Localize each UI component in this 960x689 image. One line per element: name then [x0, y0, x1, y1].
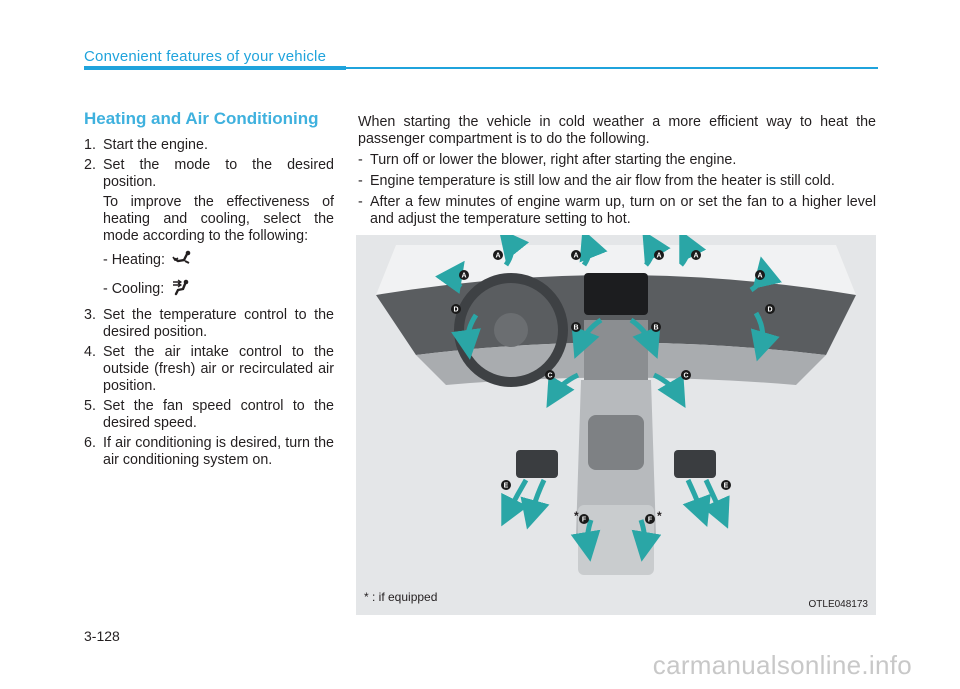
vent-badge-label: E — [503, 482, 509, 490]
infotainment-screen — [584, 273, 648, 315]
vent-badge-label: B — [573, 324, 579, 332]
step-text: Set the air intake control to the outside (fresh) air or recirculated air position. — [103, 344, 334, 394]
vent-badge-label: A — [495, 252, 501, 260]
vent-badge-d — [451, 304, 461, 314]
vent-badge-label: B — [653, 324, 659, 332]
bullet-2: - Engine temperature is still low and the air flow from the heater is still cold. — [358, 173, 835, 189]
vent-badge-label: D — [767, 306, 773, 314]
header-rule-thick — [84, 66, 346, 70]
rear-vent-right — [674, 450, 716, 478]
section-header: Convenient features of your vehicle — [84, 48, 327, 65]
vent-badge-b — [571, 322, 581, 332]
right-column — [358, 114, 876, 232]
section-title: Heating and Air Conditioning — [84, 109, 319, 128]
bullet-text: After a few minutes of engine warm up, turn on or set the fan to a higher level and adjust the temperature setting to hot. — [370, 194, 876, 227]
cooling-label: - Cooling: — [103, 281, 165, 297]
bullet-text: Turn off or lower the blower, right after starting the engine. — [370, 152, 737, 168]
footnote-if-equipped: * : if equipped — [364, 590, 438, 604]
vent-badge-label: A — [693, 252, 699, 260]
bullet-text: Engine temperature is still low and the air flow from the heater is still cold. — [370, 173, 835, 189]
step-number: 6. — [84, 435, 96, 451]
figure-code: OTLE048173 — [808, 599, 868, 610]
asterisk-mark-right: * — [657, 509, 662, 523]
step-text: Set the fan speed control to the desired speed. — [103, 398, 334, 431]
vent-badge-label: A — [757, 272, 763, 280]
vent-badge-b — [651, 322, 661, 332]
vent-badge-a — [755, 270, 765, 280]
bullet-1: - Turn off or lower the blower, right after starting the engine. — [358, 152, 737, 168]
vent-badge-c — [681, 370, 691, 380]
vent-badge-c — [545, 370, 555, 380]
vent-badge-e — [721, 480, 731, 490]
cooling-mode — [84, 278, 334, 301]
left-column — [84, 110, 334, 472]
bullet-3: - After a few minutes of engine warm up, turn on or set the fan to a higher level and adjust the temperature setting to hot. — [358, 194, 876, 227]
step-number: 4. — [84, 344, 96, 360]
vent-badge-d — [765, 304, 775, 314]
rear-vent-left — [516, 450, 558, 478]
step-1 — [84, 137, 334, 154]
step-2 — [84, 157, 334, 191]
improve-paragraph: To improve the effectiveness of heating and cooling, select the mode according to the following: — [103, 194, 334, 244]
vent-badge-label: A — [573, 252, 579, 260]
page-number: 3-128 — [84, 628, 120, 644]
step-number: 2. — [84, 157, 96, 173]
vent-badge-label: F — [647, 516, 653, 524]
step-number: 5. — [84, 398, 96, 414]
vent-badge-f — [645, 514, 655, 524]
step-number: 3. — [84, 307, 96, 323]
vent-badge-a — [654, 250, 664, 260]
step-number: 1. — [84, 137, 96, 153]
intro-paragraph: When starting the vehicle in cold weather a more efficient way to heat the passenger compartment is to do the following. — [358, 114, 876, 147]
step-6 — [84, 435, 334, 469]
vent-badge-a — [691, 250, 701, 260]
vent-badge-label: E — [723, 482, 729, 490]
heating-mode-icon — [171, 249, 193, 272]
heating-mode — [84, 249, 334, 272]
vent-badge-label: A — [461, 272, 467, 280]
vent-diagram-figure — [356, 235, 876, 615]
watermark: carmanualsonline.info — [652, 650, 912, 680]
vehicle-interior-illustration — [356, 235, 876, 615]
header-rule-thin — [346, 67, 878, 69]
vent-badge-label: D — [453, 306, 459, 314]
vent-badge-a — [571, 250, 581, 260]
step-text: Set the temperature control to the desired position. — [103, 307, 334, 340]
steering-hub — [494, 313, 528, 347]
asterisk-mark-left: * — [574, 509, 579, 523]
step-4 — [84, 344, 334, 395]
step-text: Set the mode to the desired position. — [103, 157, 334, 190]
step-5 — [84, 398, 334, 432]
heating-label: - Heating: — [103, 252, 165, 268]
vent-badge-e — [501, 480, 511, 490]
vent-badge-label: C — [683, 372, 689, 380]
step-text: Start the engine. — [103, 137, 208, 153]
vent-badge-f — [579, 514, 589, 524]
cooling-mode-icon — [170, 278, 192, 301]
step-text: If air conditioning is desired, turn the air conditioning system on. — [103, 435, 334, 468]
step-3 — [84, 307, 334, 341]
vent-badge-label: C — [547, 372, 553, 380]
vent-badge-label: A — [656, 252, 662, 260]
vent-badge-a — [459, 270, 469, 280]
vent-badge-label: F — [581, 516, 587, 524]
armrest — [588, 415, 644, 470]
vent-badge-a — [493, 250, 503, 260]
